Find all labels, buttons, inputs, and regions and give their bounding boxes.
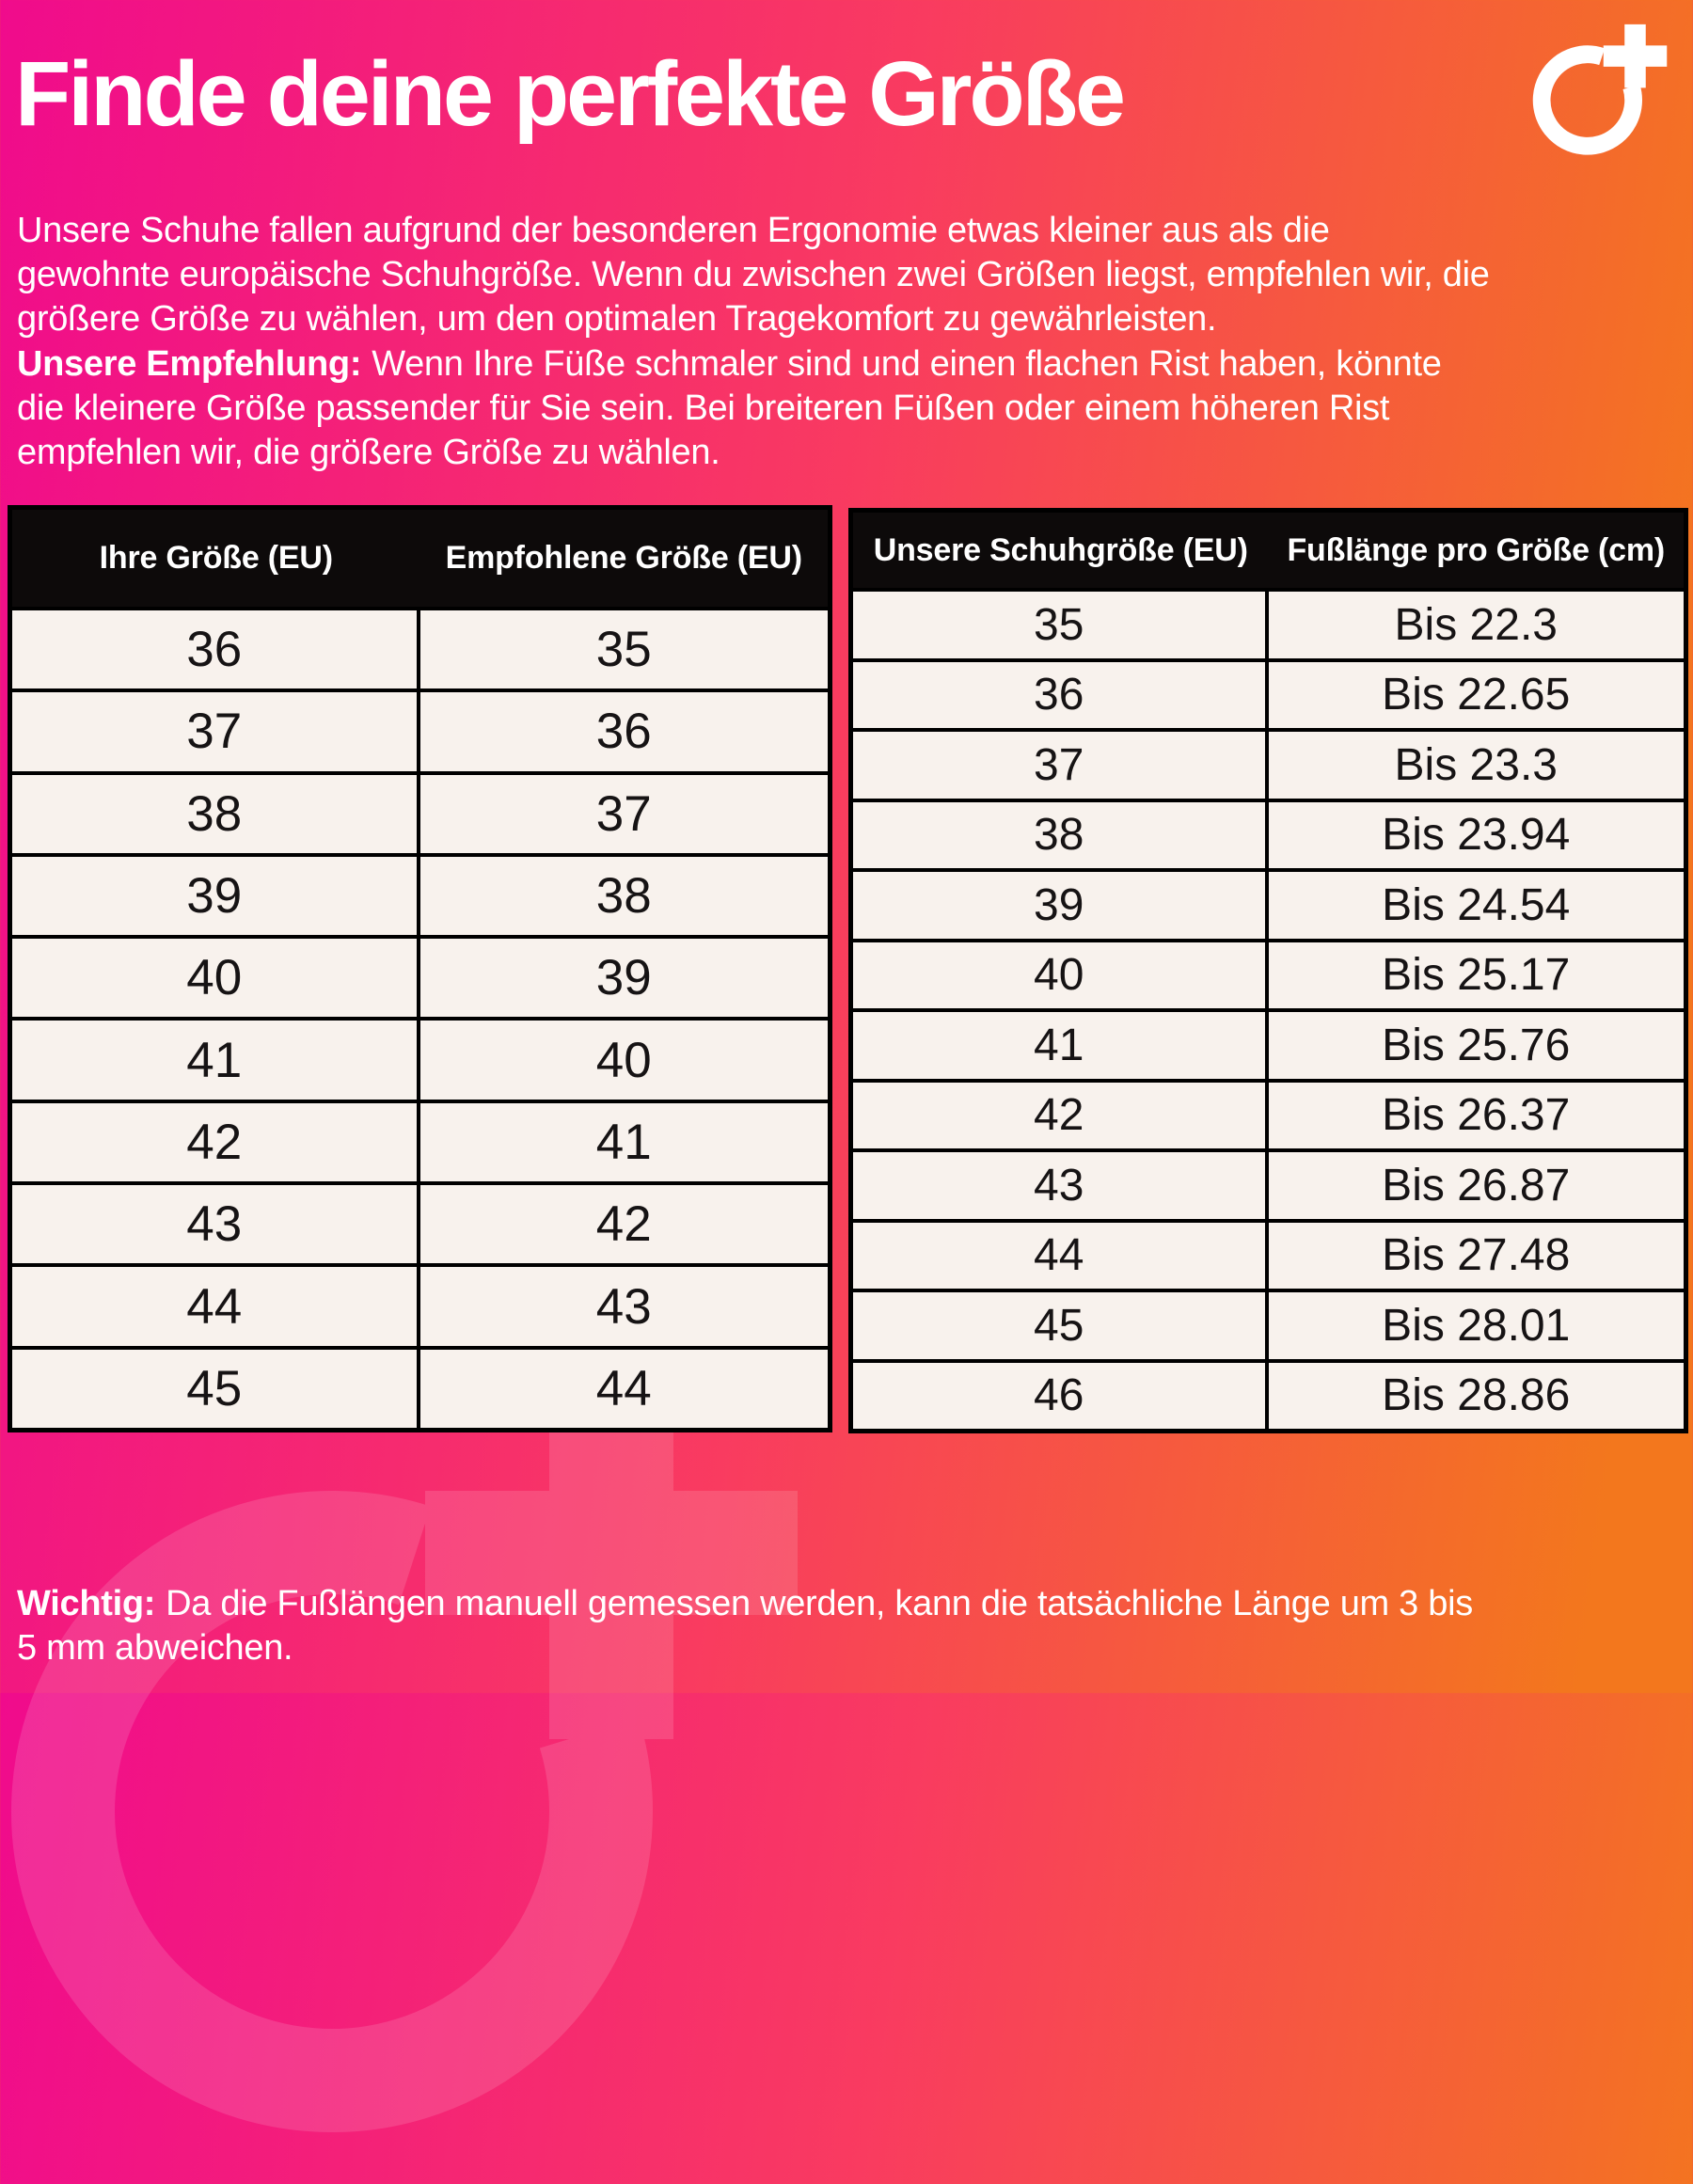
table-cell: Bis 23.94 xyxy=(1382,810,1571,861)
table-cell: 44 xyxy=(853,1223,1269,1290)
table-cell: 37 xyxy=(595,785,652,842)
table-row xyxy=(12,1017,828,1099)
table-cell: 41 xyxy=(12,1021,420,1099)
column-header-your-size: Ihre Größe (EU) xyxy=(99,540,333,576)
table-row xyxy=(853,799,1684,869)
table-row xyxy=(853,1359,1684,1430)
table-cell: 44 xyxy=(12,1267,420,1345)
table-cell: 45 xyxy=(853,1292,1269,1359)
table-cell: 42 xyxy=(595,1196,652,1253)
table-cell: Bis 27.48 xyxy=(1382,1230,1571,1281)
important-note-body: Da die Fußlängen manuell gemessen werden, kann die tatsächliche Länge um 3 bis 5 mm abweichen. xyxy=(17,1584,1473,1668)
size-conversion-table xyxy=(8,505,832,1432)
table-cell: 38 xyxy=(853,802,1269,869)
recommendation-label: Unsere Empfehlung: xyxy=(17,344,362,384)
brand-logo-icon xyxy=(1529,23,1670,164)
table-row xyxy=(853,868,1684,939)
table-cell: Bis 25.17 xyxy=(1382,950,1571,1001)
table-row xyxy=(853,728,1684,799)
table-cell: 35 xyxy=(595,622,652,678)
table-row xyxy=(853,1008,1684,1079)
table-cell: Bis 28.01 xyxy=(1382,1300,1571,1351)
table-cell: 46 xyxy=(853,1363,1269,1430)
table-cell: 40 xyxy=(12,939,420,1017)
table-row xyxy=(12,853,828,935)
table-row xyxy=(12,1100,828,1181)
table-cell: 39 xyxy=(595,950,652,1006)
table-row xyxy=(12,1263,828,1345)
size-conversion-table-header xyxy=(12,510,828,607)
table-cell: 38 xyxy=(12,775,420,853)
recommendation-text xyxy=(17,342,1492,475)
table-row xyxy=(853,658,1684,729)
size-conversion-table-body xyxy=(12,607,828,1428)
table-row xyxy=(12,607,828,688)
table-cell: 36 xyxy=(853,662,1269,729)
table-cell: Bis 26.87 xyxy=(1382,1160,1571,1211)
table-cell: Bis 22.3 xyxy=(1394,599,1558,650)
foot-length-table-header xyxy=(853,513,1684,588)
recommendation-body: Wenn Ihre Füße schmaler sind und einen flachen Rist haben, könnte die kleinere Größe passender für Sie sein. Bei breiteren Füßen oder einem höheren Rist empfehlen wir, die größere Größe zu wählen. xyxy=(17,344,1442,472)
table-row xyxy=(853,939,1684,1009)
table-cell: Bis 22.65 xyxy=(1382,670,1571,720)
table-cell: 43 xyxy=(12,1185,420,1263)
table-cell: 45 xyxy=(12,1350,420,1428)
table-cell: 39 xyxy=(853,872,1269,939)
column-header-foot-length: Fußlänge pro Größe (cm) xyxy=(1287,531,1666,568)
table-row xyxy=(12,1346,828,1428)
table-cell: 40 xyxy=(595,1032,652,1088)
intro-text: Unsere Schuhe fallen aufgrund der besonderen Ergonomie etwas kleiner aus als die gewohnte europäische Schuhgröße. Wenn du zwischen zwei Größen liegst, empfehlen wir, die größere Größe zu wählen, um den optimalen Tragekomfort zu gewährleisten. xyxy=(17,211,1490,339)
table-row xyxy=(12,935,828,1017)
table-row xyxy=(12,771,828,853)
table-row xyxy=(12,1181,828,1263)
table-cell: 41 xyxy=(853,1012,1269,1079)
important-note-label: Wichtig: xyxy=(17,1584,156,1623)
table-cell: Bis 23.3 xyxy=(1394,739,1558,790)
table-row xyxy=(853,1148,1684,1219)
table-cell: Bis 26.37 xyxy=(1382,1090,1571,1141)
table-row xyxy=(12,688,828,770)
table-cell: 42 xyxy=(12,1103,420,1181)
table-cell: 36 xyxy=(595,704,652,760)
foot-length-table xyxy=(848,508,1688,1433)
important-note xyxy=(17,1582,1492,1670)
table-cell: 38 xyxy=(595,868,652,925)
table-cell: 36 xyxy=(12,610,420,688)
table-cell: 37 xyxy=(853,732,1269,799)
page-title: Finde deine perfekte Größe xyxy=(15,42,1123,145)
table-cell: 39 xyxy=(12,857,420,935)
foot-length-table-body xyxy=(853,588,1684,1429)
table-cell: 35 xyxy=(853,592,1269,658)
table-cell: 43 xyxy=(853,1152,1269,1219)
table-cell: Bis 25.76 xyxy=(1382,1020,1571,1070)
table-row xyxy=(853,1289,1684,1359)
table-cell: 40 xyxy=(853,942,1269,1009)
table-cell: 44 xyxy=(595,1360,652,1416)
table-cell: 43 xyxy=(595,1278,652,1335)
column-header-recommended-size: Empfohlene Größe (EU) xyxy=(445,540,802,576)
column-header-our-shoe-size: Unsere Schuhgröße (EU) xyxy=(873,531,1248,568)
table-row xyxy=(853,1079,1684,1149)
table-row xyxy=(853,1219,1684,1290)
table-row xyxy=(853,588,1684,658)
table-cell: 37 xyxy=(12,692,420,770)
table-cell: 42 xyxy=(853,1083,1269,1149)
table-cell: Bis 24.54 xyxy=(1382,879,1571,930)
table-cell: Bis 28.86 xyxy=(1382,1370,1571,1421)
table-cell: 41 xyxy=(595,1114,652,1170)
